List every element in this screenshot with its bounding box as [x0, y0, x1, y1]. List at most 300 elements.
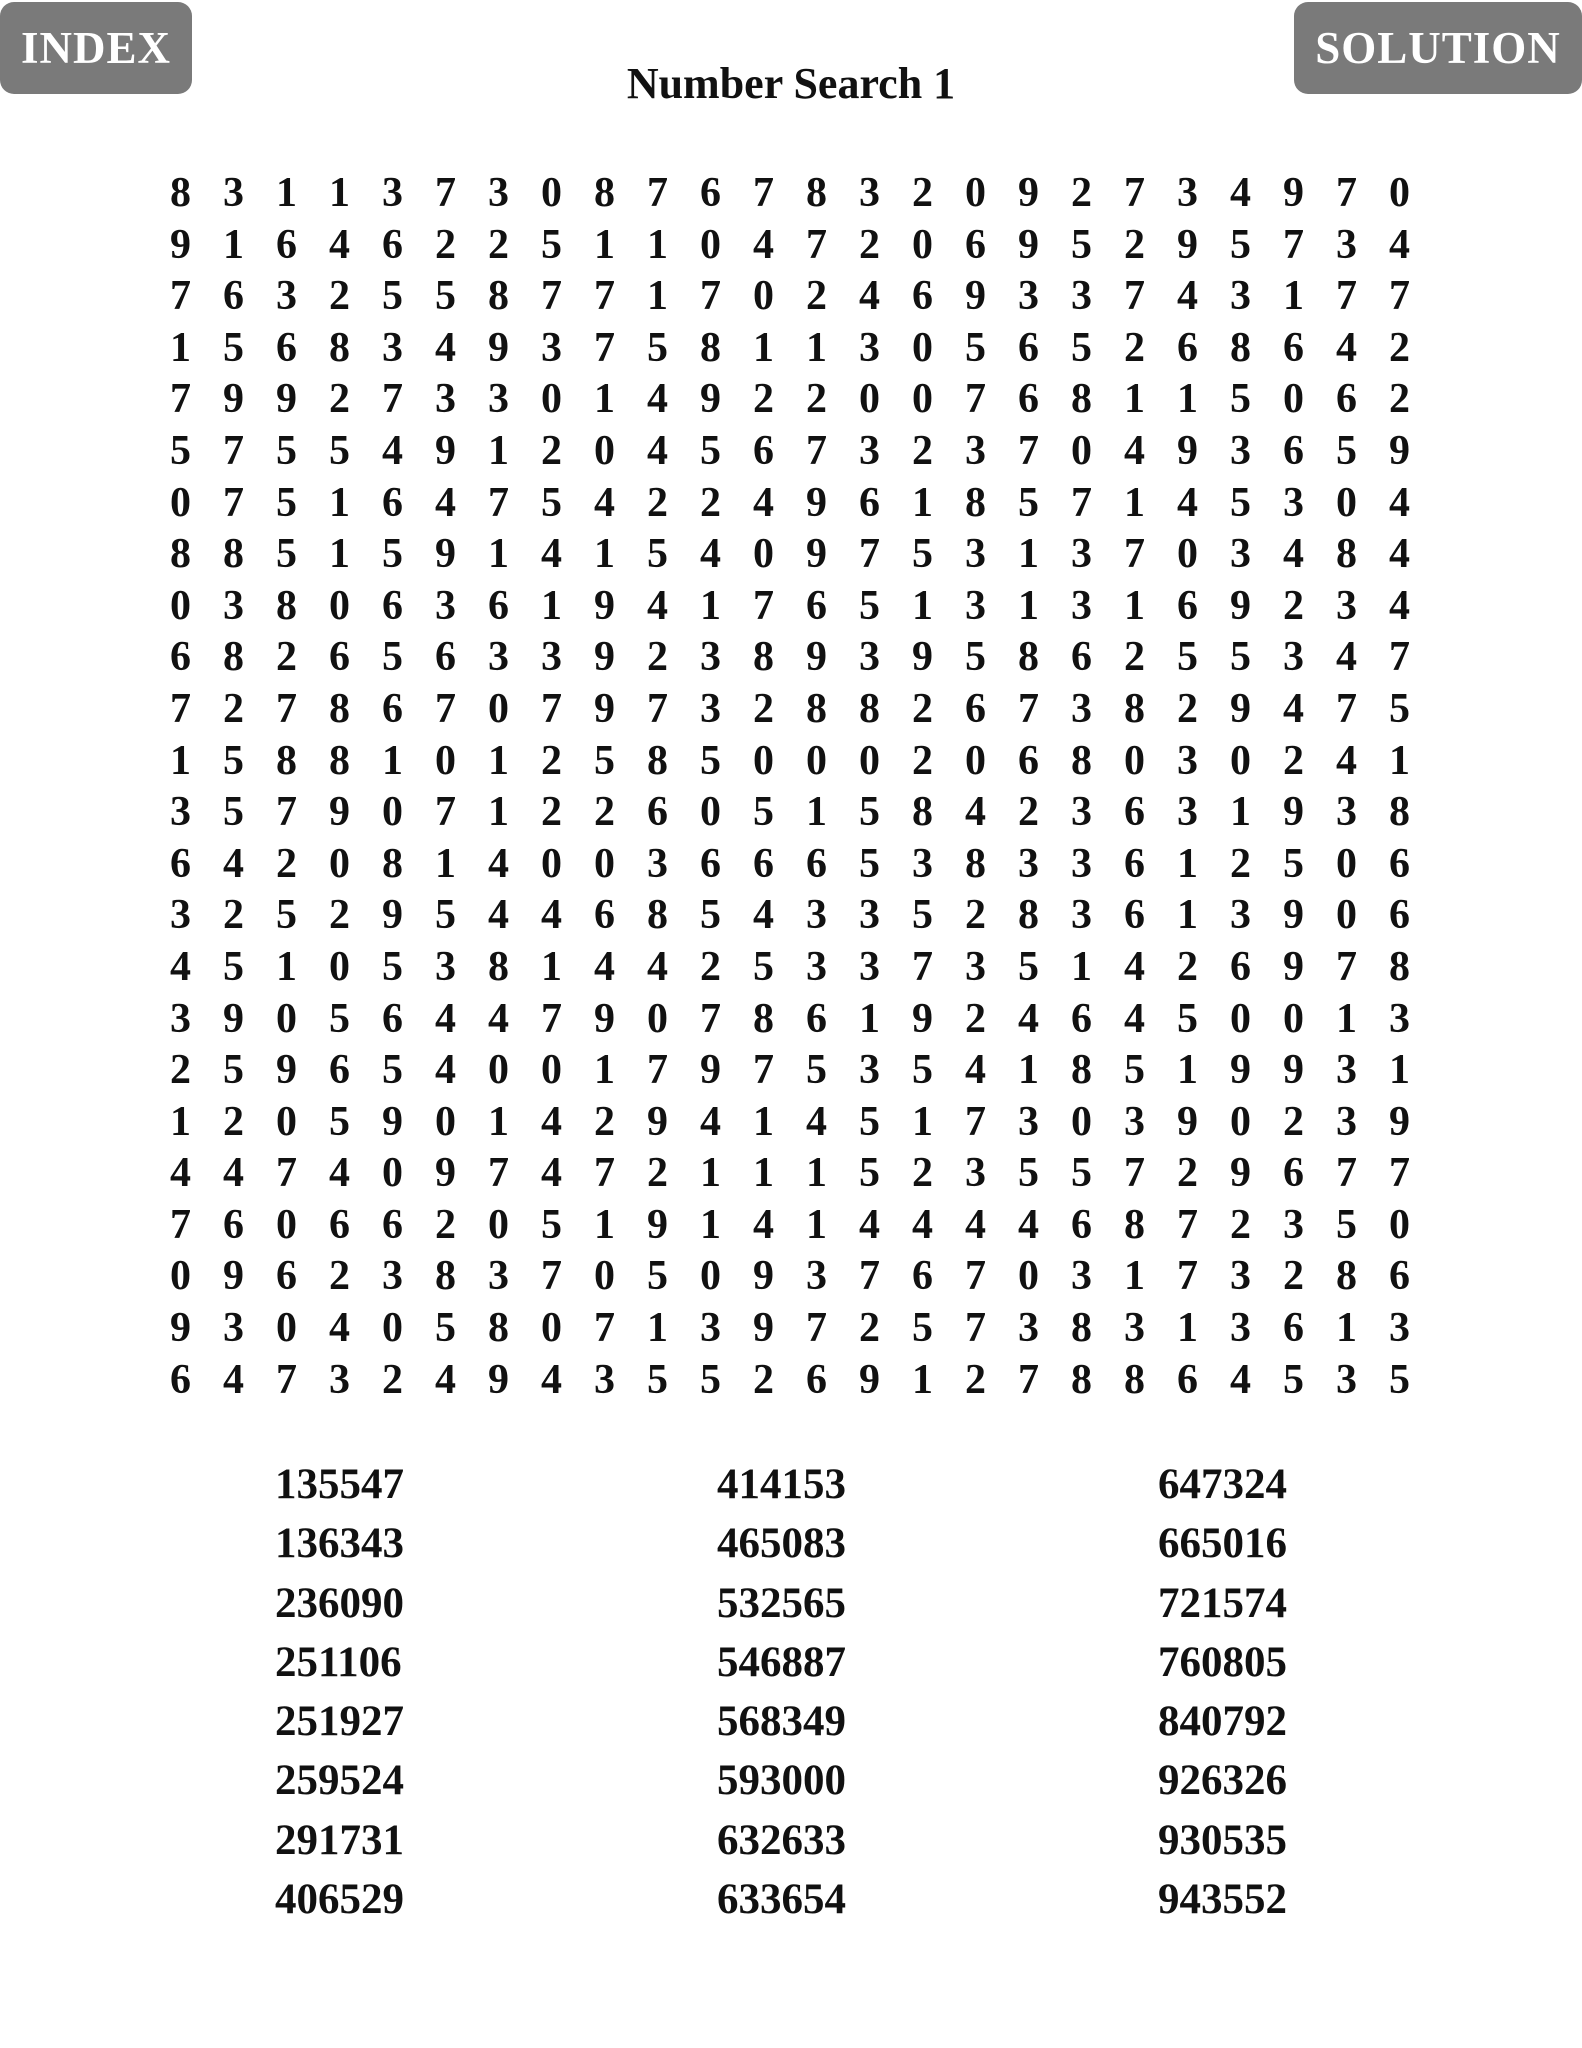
- grid-cell: 4: [223, 1356, 244, 1403]
- grid-cell: 3: [488, 170, 509, 216]
- grid-cell: 5: [541, 1201, 562, 1248]
- grid-cell: 6: [806, 582, 827, 629]
- grid-cell: 5: [859, 1150, 880, 1197]
- grid-cell: 2: [1283, 1253, 1304, 1300]
- grid-cell: 0: [488, 1201, 509, 1248]
- word-column: [275, 1455, 535, 1929]
- grid-cell: 6: [1177, 582, 1198, 629]
- grid-cell: 1: [170, 737, 191, 784]
- grid-cell: 1: [806, 1201, 827, 1248]
- grid-cell: 2: [806, 376, 827, 423]
- grid-cell: 4: [488, 995, 509, 1042]
- grid-cell: 7: [382, 376, 403, 423]
- grid-cell: 9: [488, 1356, 509, 1403]
- grid-cell: 5: [1177, 995, 1198, 1042]
- grid-cell: 6: [1283, 427, 1304, 474]
- grid-row: [154, 890, 1426, 942]
- grid-cell: 5: [700, 1356, 721, 1403]
- grid-row: [154, 1148, 1426, 1200]
- grid-row: [154, 220, 1426, 272]
- grid-cell: 1: [1124, 479, 1145, 526]
- grid-cell: 7: [1389, 1150, 1410, 1197]
- grid-cell: 0: [859, 737, 880, 784]
- grid-cell: 4: [1230, 170, 1251, 216]
- grid-row: [154, 684, 1426, 736]
- grid-cell: 9: [1018, 170, 1039, 216]
- grid-cell: 0: [1336, 479, 1357, 526]
- grid-cell: 7: [1124, 1150, 1145, 1197]
- grid-cell: 9: [329, 789, 350, 836]
- grid-cell: 6: [170, 840, 191, 887]
- grid-cell: 9: [1283, 170, 1304, 216]
- grid-cell: 8: [753, 995, 774, 1042]
- grid-cell: 1: [594, 531, 615, 578]
- grid-cell: 2: [488, 221, 509, 268]
- grid-cell: 0: [1336, 840, 1357, 887]
- solution-button[interactable]: SOLUTION: [1294, 2, 1582, 94]
- grid-cell: 7: [1018, 427, 1039, 474]
- grid-cell: 8: [965, 840, 986, 887]
- grid-cell: 7: [965, 1305, 986, 1352]
- grid-cell: 5: [1230, 634, 1251, 681]
- grid-cell: 5: [329, 995, 350, 1042]
- grid-cell: 1: [1018, 531, 1039, 578]
- grid-cell: 0: [276, 1098, 297, 1145]
- grid-row: [154, 1200, 1426, 1252]
- grid-cell: 9: [1230, 582, 1251, 629]
- grid-cell: 1: [170, 324, 191, 371]
- grid-cell: 2: [1283, 737, 1304, 784]
- grid-cell: 0: [488, 1047, 509, 1094]
- grid-cell: 9: [1230, 1047, 1251, 1094]
- grid-cell: 3: [1230, 1253, 1251, 1300]
- grid-row: [154, 581, 1426, 633]
- grid-cell: 4: [1124, 943, 1145, 990]
- grid-cell: 4: [859, 1201, 880, 1248]
- grid-cell: 7: [223, 427, 244, 474]
- grid-cell: 9: [594, 582, 615, 629]
- grid-cell: 7: [806, 221, 827, 268]
- grid-cell: 3: [1230, 427, 1251, 474]
- grid-cell: 0: [541, 840, 562, 887]
- grid-cell: 7: [594, 1305, 615, 1352]
- grid-cell: 6: [1230, 943, 1251, 990]
- grid-cell: 9: [806, 531, 827, 578]
- grid-cell: 4: [1177, 273, 1198, 320]
- grid-cell: 5: [965, 634, 986, 681]
- grid-cell: 6: [1389, 892, 1410, 939]
- grid-cell: 2: [276, 634, 297, 681]
- grid-cell: 1: [170, 1098, 191, 1145]
- grid-cell: 8: [488, 943, 509, 990]
- grid-cell: 6: [1336, 376, 1357, 423]
- grid-cell: 1: [1389, 1047, 1410, 1094]
- grid-cell: 8: [912, 789, 933, 836]
- grid-cell: 5: [1230, 479, 1251, 526]
- grid-cell: 3: [859, 892, 880, 939]
- grid-cell: 0: [594, 427, 615, 474]
- grid-cell: 7: [1336, 1150, 1357, 1197]
- grid-cell: 1: [806, 324, 827, 371]
- grid-cell: 0: [1230, 737, 1251, 784]
- grid-cell: 1: [1177, 1047, 1198, 1094]
- grid-cell: 0: [1124, 737, 1145, 784]
- grid-cell: 0: [1283, 995, 1304, 1042]
- grid-cell: 8: [806, 170, 827, 216]
- grid-cell: 7: [1336, 685, 1357, 732]
- grid-cell: 2: [223, 1098, 244, 1145]
- grid-cell: 1: [594, 1201, 615, 1248]
- grid-cell: 3: [1018, 1098, 1039, 1145]
- grid-cell: 5: [912, 1305, 933, 1352]
- search-word: 259524: [275, 1757, 404, 1805]
- grid-cell: 3: [1230, 1305, 1251, 1352]
- grid-cell: 8: [859, 685, 880, 732]
- grid-cell: 7: [753, 582, 774, 629]
- grid-cell: 7: [753, 1047, 774, 1094]
- grid-cell: 4: [753, 479, 774, 526]
- grid-cell: 8: [1018, 634, 1039, 681]
- grid-cell: 2: [594, 1098, 615, 1145]
- grid-cell: 4: [223, 1150, 244, 1197]
- grid-cell: 5: [859, 789, 880, 836]
- grid-cell: 6: [1018, 376, 1039, 423]
- grid-cell: 4: [647, 943, 668, 990]
- grid-cell: 6: [329, 1047, 350, 1094]
- grid-cell: 7: [647, 685, 668, 732]
- grid-cell: 3: [859, 427, 880, 474]
- grid-cell: 2: [170, 1047, 191, 1094]
- grid-cell: 2: [1124, 634, 1145, 681]
- grid-cell: 3: [594, 1356, 615, 1403]
- grid-cell: 8: [594, 170, 615, 216]
- grid-cell: 2: [223, 892, 244, 939]
- grid-cell: 2: [912, 427, 933, 474]
- grid-cell: 7: [594, 273, 615, 320]
- search-word: 135547: [275, 1461, 404, 1508]
- grid-cell: 6: [1389, 1253, 1410, 1300]
- grid-cell: 5: [329, 1098, 350, 1145]
- grid-cell: 8: [276, 582, 297, 629]
- search-word: 647324: [1158, 1461, 1287, 1508]
- grid-row: [154, 942, 1426, 994]
- grid-cell: 8: [647, 892, 668, 939]
- grid-cell: 0: [541, 170, 562, 216]
- grid-cell: 5: [276, 531, 297, 578]
- grid-cell: 9: [594, 634, 615, 681]
- grid-cell: 3: [1177, 170, 1198, 216]
- grid-cell: 2: [647, 634, 668, 681]
- grid-cell: 2: [647, 479, 668, 526]
- grid-cell: 1: [1018, 582, 1039, 629]
- grid-cell: 8: [170, 170, 191, 216]
- grid-cell: 3: [965, 943, 986, 990]
- grid-row: [154, 478, 1426, 530]
- grid-cell: 7: [1018, 685, 1039, 732]
- grid-cell: 9: [435, 427, 456, 474]
- grid-cell: 8: [435, 1253, 456, 1300]
- grid-cell: 5: [1230, 376, 1251, 423]
- grid-cell: 5: [276, 427, 297, 474]
- grid-cell: 3: [1018, 273, 1039, 320]
- grid-cell: 1: [912, 1356, 933, 1403]
- grid-row: [154, 323, 1426, 375]
- grid-cell: 0: [965, 170, 986, 216]
- grid-cell: 9: [1230, 685, 1251, 732]
- grid-cell: 7: [1336, 273, 1357, 320]
- grid-cell: 1: [1124, 582, 1145, 629]
- grid-cell: 7: [276, 789, 297, 836]
- grid-cell: 9: [382, 1098, 403, 1145]
- grid-cell: 2: [753, 1356, 774, 1403]
- grid-cell: 3: [1071, 531, 1092, 578]
- grid-cell: 9: [382, 892, 403, 939]
- grid-cell: 2: [1177, 943, 1198, 990]
- number-grid: [154, 168, 1426, 1406]
- grid-cell: 6: [382, 582, 403, 629]
- grid-cell: 3: [1071, 840, 1092, 887]
- grid-cell: 5: [1336, 427, 1357, 474]
- grid-cell: 1: [1283, 273, 1304, 320]
- search-word: 926326: [1158, 1757, 1287, 1805]
- search-word: 568349: [717, 1698, 846, 1746]
- grid-cell: 7: [753, 170, 774, 216]
- grid-cell: 6: [753, 427, 774, 474]
- grid-cell: 4: [1230, 1356, 1251, 1403]
- grid-cell: 6: [276, 221, 297, 268]
- page-title: Number Search 1: [626, 59, 956, 108]
- grid-cell: 8: [382, 840, 403, 887]
- grid-cell: 9: [965, 273, 986, 320]
- grid-cell: 9: [859, 1356, 880, 1403]
- grid-cell: 7: [1336, 943, 1357, 990]
- grid-cell: 7: [276, 1356, 297, 1403]
- grid-cell: 7: [1389, 273, 1410, 320]
- grid-cell: 2: [965, 995, 986, 1042]
- grid-cell: 3: [1336, 221, 1357, 268]
- search-word: 930535: [1158, 1816, 1287, 1864]
- grid-cell: 7: [647, 170, 668, 216]
- grid-cell: 1: [1230, 789, 1251, 836]
- grid-cell: 9: [700, 376, 721, 423]
- grid-cell: 4: [1336, 324, 1357, 371]
- grid-row: [154, 1251, 1426, 1303]
- grid-cell: 9: [912, 634, 933, 681]
- grid-cell: 5: [1336, 1201, 1357, 1248]
- grid-cell: 1: [329, 531, 350, 578]
- search-word: 760805: [1158, 1638, 1287, 1686]
- grid-cell: 8: [1336, 531, 1357, 578]
- grid-cell: 7: [700, 995, 721, 1042]
- grid-cell: 8: [223, 531, 244, 578]
- grid-cell: 3: [859, 634, 880, 681]
- grid-cell: 6: [1283, 1305, 1304, 1352]
- grid-cell: 1: [1124, 1253, 1145, 1300]
- grid-cell: 2: [329, 376, 350, 423]
- grid-cell: 9: [594, 995, 615, 1042]
- grid-cell: 7: [541, 685, 562, 732]
- grid-cell: 1: [488, 1098, 509, 1145]
- grid-cell: 0: [1071, 427, 1092, 474]
- grid-cell: 9: [1389, 1098, 1410, 1145]
- grid-cell: 6: [329, 1201, 350, 1248]
- search-word: 532565: [717, 1579, 846, 1627]
- grid-cell: 4: [541, 892, 562, 939]
- grid-cell: 1: [382, 737, 403, 784]
- grid-cell: 8: [647, 737, 668, 784]
- grid-cell: 5: [1283, 840, 1304, 887]
- grid-cell: 0: [700, 789, 721, 836]
- grid-cell: 5: [382, 531, 403, 578]
- grid-cell: 7: [276, 685, 297, 732]
- grid-cell: 5: [965, 324, 986, 371]
- grid-cell: 4: [647, 376, 668, 423]
- grid-cell: 0: [276, 995, 297, 1042]
- grid-cell: 5: [382, 1047, 403, 1094]
- grid-cell: 8: [488, 1305, 509, 1352]
- grid-cell: 5: [647, 1356, 668, 1403]
- grid-cell: 8: [223, 634, 244, 681]
- grid-cell: 6: [329, 634, 350, 681]
- grid-cell: 9: [753, 1253, 774, 1300]
- grid-cell: 7: [806, 1305, 827, 1352]
- grid-cell: 0: [382, 1305, 403, 1352]
- grid-cell: 2: [1124, 221, 1145, 268]
- grid-cell: 3: [912, 840, 933, 887]
- grid-cell: 5: [912, 1047, 933, 1094]
- grid-cell: 2: [912, 1150, 933, 1197]
- grid-cell: 2: [1124, 324, 1145, 371]
- grid-cell: 8: [329, 737, 350, 784]
- grid-cell: 6: [594, 892, 615, 939]
- grid-cell: 0: [1389, 1201, 1410, 1248]
- grid-cell: 2: [1389, 324, 1410, 371]
- grid-cell: 3: [1336, 582, 1357, 629]
- grid-cell: 9: [806, 479, 827, 526]
- grid-cell: 8: [329, 685, 350, 732]
- grid-cell: 5: [1071, 221, 1092, 268]
- grid-cell: 1: [488, 789, 509, 836]
- grid-cell: 3: [382, 1253, 403, 1300]
- grid-cell: 5: [700, 892, 721, 939]
- grid-cell: 7: [594, 1150, 615, 1197]
- grid-cell: 9: [170, 221, 191, 268]
- grid-cell: 7: [276, 1150, 297, 1197]
- grid-cell: 9: [1283, 943, 1304, 990]
- grid-cell: 3: [1071, 892, 1092, 939]
- grid-cell: 5: [223, 789, 244, 836]
- grid-cell: 0: [647, 995, 668, 1042]
- grid-cell: 1: [1177, 892, 1198, 939]
- grid-cell: 5: [1018, 943, 1039, 990]
- grid-cell: 3: [1230, 892, 1251, 939]
- grid-cell: 6: [1177, 324, 1198, 371]
- grid-cell: 2: [1177, 1150, 1198, 1197]
- grid-cell: 4: [541, 1098, 562, 1145]
- grid-cell: 9: [1177, 221, 1198, 268]
- search-word: 632633: [717, 1816, 846, 1864]
- search-word: 406529: [275, 1876, 404, 1924]
- grid-cell: 0: [753, 531, 774, 578]
- grid-cell: 8: [965, 479, 986, 526]
- grid-cell: 0: [170, 1253, 191, 1300]
- grid-cell: 3: [700, 1305, 721, 1352]
- grid-cell: 4: [700, 1098, 721, 1145]
- grid-cell: 0: [965, 737, 986, 784]
- grid-cell: 4: [329, 221, 350, 268]
- grid-cell: 1: [753, 1098, 774, 1145]
- grid-cell: 8: [700, 324, 721, 371]
- grid-cell: 7: [1124, 170, 1145, 216]
- grid-cell: 4: [1018, 1201, 1039, 1248]
- grid-cell: 0: [329, 582, 350, 629]
- grid-cell: 6: [382, 479, 403, 526]
- grid-cell: 3: [488, 1253, 509, 1300]
- grid-cell: 6: [223, 1201, 244, 1248]
- grid-row: [154, 168, 1426, 220]
- grid-cell: 7: [170, 376, 191, 423]
- grid-row: [154, 1355, 1426, 1407]
- grid-cell: 4: [1389, 221, 1410, 268]
- grid-cell: 3: [1389, 995, 1410, 1042]
- grid-cell: 7: [859, 1253, 880, 1300]
- grid-cell: 4: [435, 1356, 456, 1403]
- search-word: 291731: [275, 1816, 404, 1864]
- grid-cell: 0: [435, 737, 456, 784]
- grid-cell: 9: [223, 1253, 244, 1300]
- grid-cell: 2: [700, 943, 721, 990]
- grid-cell: 8: [488, 273, 509, 320]
- grid-cell: 3: [541, 634, 562, 681]
- grid-cell: 6: [1018, 737, 1039, 784]
- grid-cell: 7: [170, 685, 191, 732]
- grid-cell: 4: [329, 1305, 350, 1352]
- index-button[interactable]: INDEX: [0, 2, 192, 94]
- grid-cell: 4: [1336, 634, 1357, 681]
- grid-cell: 8: [1071, 737, 1092, 784]
- grid-cell: 4: [965, 1201, 986, 1248]
- grid-cell: 9: [1389, 427, 1410, 474]
- grid-cell: 0: [753, 737, 774, 784]
- grid-cell: 9: [647, 1201, 668, 1248]
- grid-cell: 3: [170, 995, 191, 1042]
- grid-cell: 6: [276, 1253, 297, 1300]
- grid-cell: 4: [541, 531, 562, 578]
- grid-cell: 7: [1336, 170, 1357, 216]
- grid-cell: 9: [753, 1305, 774, 1352]
- grid-cell: 7: [1283, 221, 1304, 268]
- grid-cell: 1: [329, 479, 350, 526]
- search-word: 465083: [717, 1520, 846, 1568]
- grid-cell: 5: [435, 273, 456, 320]
- grid-cell: 3: [1336, 789, 1357, 836]
- grid-cell: 4: [1124, 427, 1145, 474]
- grid-cell: 1: [488, 427, 509, 474]
- grid-cell: 0: [1389, 170, 1410, 216]
- grid-cell: 2: [965, 1356, 986, 1403]
- grid-cell: 3: [488, 376, 509, 423]
- grid-cell: 4: [806, 1098, 827, 1145]
- grid-cell: 6: [435, 634, 456, 681]
- grid-cell: 7: [170, 273, 191, 320]
- grid-cell: 2: [912, 170, 933, 216]
- grid-cell: 5: [435, 1305, 456, 1352]
- grid-cell: 0: [859, 376, 880, 423]
- grid-cell: 5: [329, 427, 350, 474]
- grid-row: [154, 839, 1426, 891]
- grid-cell: 8: [806, 685, 827, 732]
- grid-cell: 4: [170, 943, 191, 990]
